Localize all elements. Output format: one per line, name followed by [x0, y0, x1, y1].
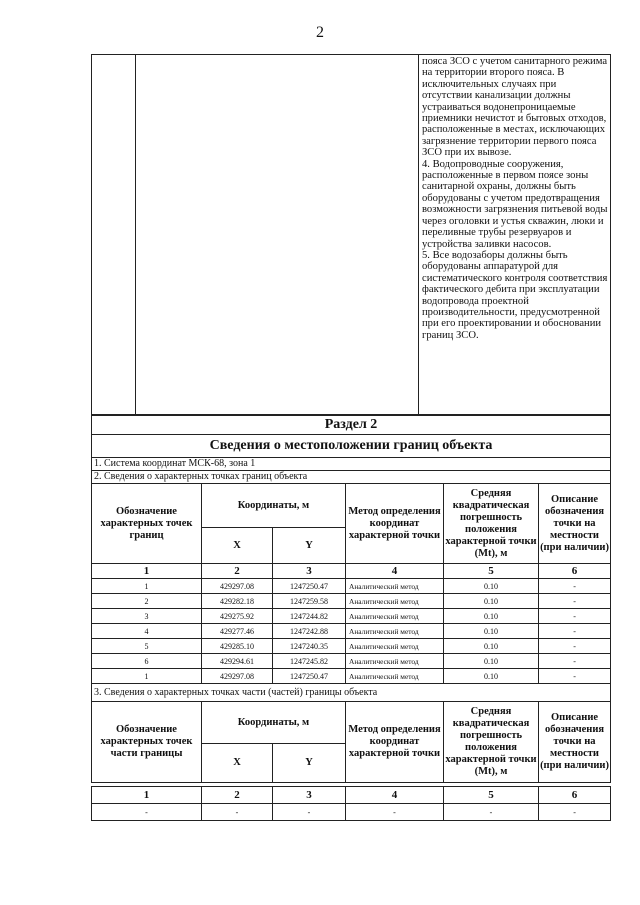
part-cell: - [346, 804, 444, 821]
parts-header-method: Метод определения координат характерной точки [346, 702, 444, 783]
parts-header-description: Описание обозначения точки на местности (при наличии) [539, 702, 611, 783]
parts-header-error: Средняя квадратическая погрешность положения характерной точки (Mt), м [444, 702, 539, 783]
col-number: 2 [202, 787, 273, 804]
boundary-table [91, 415, 611, 821]
coord-system: 1. Система координат МСК-68, зона 1 [92, 458, 611, 471]
table-row [92, 669, 611, 684]
table-row [92, 639, 611, 654]
col-number: 1 [92, 564, 202, 579]
point-method: Аналитический метод [346, 624, 444, 639]
text-paragraph: пояса ЗСО с учетом санитарного режима на территории второго пояса. В исключительных случаях при отсутствии канализации должны устраиваться водонепроницаемые приемники нечистот и бытовых отходов, расположенные в местах, исключающих загрязнение территории первого пояса ЗСО при их вывозе. [422, 56, 608, 159]
point-x: 429275.92 [202, 609, 273, 624]
point-desc: - [539, 609, 611, 624]
point-x: 429277.46 [202, 624, 273, 639]
point-desc: - [539, 579, 611, 594]
empty-cell [136, 55, 419, 415]
point-y: 1247240.35 [273, 639, 346, 654]
page-number: 2 [316, 24, 324, 41]
point-number: 1 [92, 579, 202, 594]
header-coords: Координаты, м [202, 484, 346, 528]
table-row [92, 579, 611, 594]
header-description: Описание обозначения точки на местности (при наличии) [539, 484, 611, 564]
point-number: 5 [92, 639, 202, 654]
text-paragraph: 4. Водопроводные сооружения, расположенные в первом поясе зоны санитарной охраны, должны быть оборудованы с учетом предотвращения возможности загрязнения питьевой воды через оголовки и устья скважин, люки и переливные трубы резервуаров и устройства заливки насосов. [422, 158, 608, 250]
points-label: 2. Сведения о характерных точках границ объекта [92, 471, 611, 484]
point-desc: - [539, 639, 611, 654]
part-cell: - [92, 804, 202, 821]
point-x: 429297.08 [202, 579, 273, 594]
point-mt: 0.10 [444, 639, 539, 654]
point-method: Аналитический метод [346, 579, 444, 594]
col-number: 6 [539, 564, 611, 579]
point-method: Аналитический метод [346, 654, 444, 669]
empty-cell [92, 55, 136, 415]
point-x: 429297.08 [202, 669, 273, 684]
point-y: 1247250.47 [273, 579, 346, 594]
table-row [92, 624, 611, 639]
point-desc: - [539, 669, 611, 684]
point-method: Аналитический метод [346, 669, 444, 684]
header-error: Средняя квадратическая погрешность положения характерной точки (Mt), м [444, 484, 539, 564]
point-y: 1247245.82 [273, 654, 346, 669]
point-desc: - [539, 654, 611, 669]
continued-table [91, 54, 611, 415]
point-method: Аналитический метод [346, 639, 444, 654]
point-number: 4 [92, 624, 202, 639]
point-desc: - [539, 594, 611, 609]
point-x: 429294.61 [202, 654, 273, 669]
point-y: 1247259.58 [273, 594, 346, 609]
col-number: 2 [202, 564, 273, 579]
col-number: 5 [444, 787, 539, 804]
point-method: Аналитический метод [346, 609, 444, 624]
part-cell: - [202, 804, 273, 821]
point-y: 1247250.47 [273, 669, 346, 684]
point-mt: 0.10 [444, 624, 539, 639]
col-number: 3 [273, 564, 346, 579]
parts-header-coords: Координаты, м [202, 702, 346, 744]
point-x: 429282.18 [202, 594, 273, 609]
point-mt: 0.10 [444, 654, 539, 669]
point-number: 6 [92, 654, 202, 669]
point-mt: 0.10 [444, 579, 539, 594]
table-row [92, 609, 611, 624]
table-row [92, 594, 611, 609]
col-number: 3 [273, 787, 346, 804]
table-row [92, 804, 611, 821]
point-number: 1 [92, 669, 202, 684]
point-number: 3 [92, 609, 202, 624]
point-mt: 0.10 [444, 594, 539, 609]
point-y: 1247242.88 [273, 624, 346, 639]
parts-header-x: X [202, 744, 273, 783]
section-subtitle: Сведения о местоположении границ объекта [92, 435, 611, 458]
continued-text [419, 55, 611, 415]
section-title: Раздел 2 [92, 416, 611, 435]
col-number: 6 [539, 787, 611, 804]
parts-header-designation: Обозначение характерных точек части границы [92, 702, 202, 783]
parts-header-y: Y [273, 744, 346, 783]
parts-label: 3. Сведения о характерных точках части (частей) границы объекта [92, 684, 611, 702]
point-mt: 0.10 [444, 609, 539, 624]
point-desc: - [539, 624, 611, 639]
point-number: 2 [92, 594, 202, 609]
table-row [92, 654, 611, 669]
text-paragraph: 5. Все водозаборы должны быть оборудованы аппаратурой для систематического контроля соответствия фактического дебита при эксплуатации водопровода проектной производительности, предусмотренной при его проектировании и обосновании границ ЗСО. [422, 249, 608, 341]
part-cell: - [539, 804, 611, 821]
header-designation: Обозначение характерных точек границ [92, 484, 202, 564]
part-cell: - [273, 804, 346, 821]
col-number: 1 [92, 787, 202, 804]
header-y: Y [273, 528, 346, 564]
point-mt: 0.10 [444, 669, 539, 684]
col-number: 4 [346, 787, 444, 804]
part-cell: - [444, 804, 539, 821]
point-x: 429285.10 [202, 639, 273, 654]
col-number: 5 [444, 564, 539, 579]
header-method: Метод определения координат характерной точки [346, 484, 444, 564]
header-x: X [202, 528, 273, 564]
col-number: 4 [346, 564, 444, 579]
point-method: Аналитический метод [346, 594, 444, 609]
point-y: 1247244.82 [273, 609, 346, 624]
